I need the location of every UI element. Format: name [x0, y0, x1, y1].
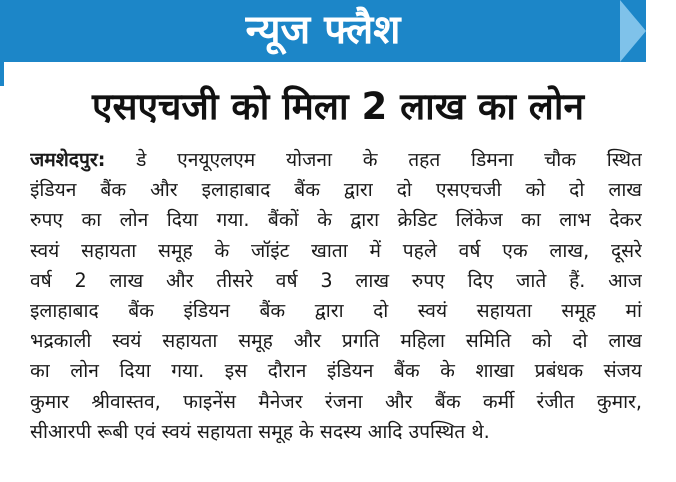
- article-dateline: जमशेदपुर:: [30, 148, 106, 171]
- article-line: वर्ष 2 लाख और तीसरे वर्ष 3 लाख रुपए दिए जाते हैं. आज: [30, 268, 642, 292]
- article-line: स्वयं सहायता समूह के जॉइंट खाता में पहले वर्ष एक लाख, दूसरे: [30, 238, 642, 262]
- article-line-text: डे एनयूएलएम योजना के तहत डिमना चौक स्थित: [136, 148, 642, 171]
- banner-title: न्यूज फ्लैश: [245, 7, 401, 53]
- article-line: इलाहाबाद बैंक इंडियन बैंक द्वारा दो स्वयं सहायता समूह मां: [30, 299, 642, 323]
- article-line: इंडियन बैंक और इलाहाबाद बैंक द्वारा दो एसएचजी को दो लाख: [30, 178, 642, 202]
- banner-notch-decoration: [620, 0, 646, 62]
- article-line: सीआरपी रूबी एवं स्वयं सहायता समूह के सदस्य आदि उपस्थित थे.: [30, 419, 490, 443]
- article-headline: एसएचजी को मिला 2 लाख का लोन: [91, 85, 584, 128]
- banner-edge-decoration: [0, 62, 4, 86]
- article-line: का लोन दिया गया. इस दौरान इंडियन बैंक के शाखा प्रबंधक संजय: [30, 359, 642, 383]
- article-body: [30, 145, 642, 447]
- article-line: [30, 145, 642, 175]
- article-line: भद्रकाली स्वयं सहायता समूह और प्रगति महिला समिति को दो लाख: [30, 329, 642, 353]
- article-line: रुपए का लोन दिया गया. बैंकों के द्वारा क्रेडिट लिंकेज का लाभ देकर: [30, 208, 642, 232]
- article-line: कुमार श्रीवास्तव, फाइनेंस मैनेजर रंजना और बैंक कर्मी रंजीत कुमार,: [30, 389, 642, 413]
- news-flash-banner: [0, 0, 646, 62]
